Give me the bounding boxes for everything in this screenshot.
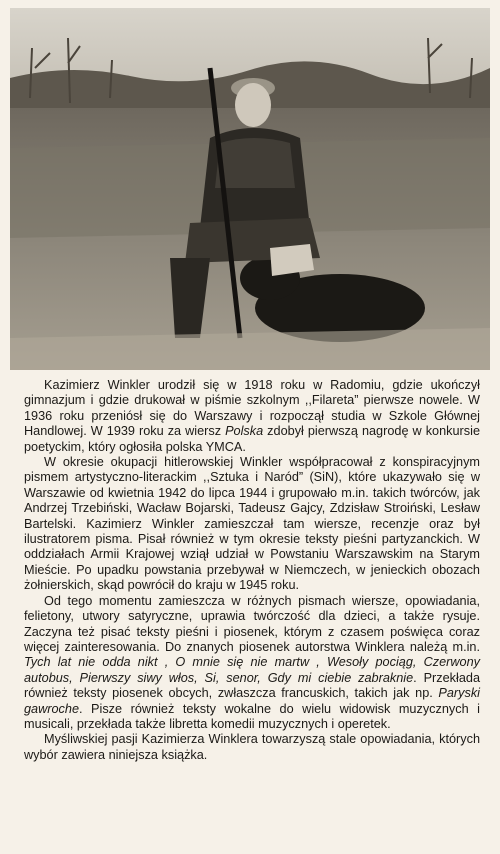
text-run: Kazimierz Winkler urodził się w 1918 roku w Radomiu, gdzie ukończył gimnazjum i gdzie drukował w piśmie szkolnym ,,Filareta” pierwsze nowele. W 1936 roku przeniósł się do Warszawy i rozpoczął studia w Szkole Głównej Handlowej. W 1939 roku za wiersz xyxy=(24,378,480,439)
text-run: zdobył pierwszą nagrodę w konkursie poetyckim, który ogłosiła polska YMCA. xyxy=(24,424,480,454)
italic-title: Tych lat nie odda nikt , O mnie się nie martw , Wesoły pociąg, Czerwony autobus, Pierwszy siwy włos, Si, senor, Gdy mi ciebie zabraknie xyxy=(24,655,480,685)
text-run: Myśliwskiej pasji Kazimierza Winklera towarzyszą stale opowiadania, których wybór zawiera niniejsza książka. xyxy=(24,732,480,762)
italic-title: Paryski gawroche xyxy=(24,686,480,716)
italic-title: Polska xyxy=(225,424,264,439)
paragraph-1 xyxy=(24,378,480,455)
paragraph-4 xyxy=(24,732,480,763)
photograph-hunter-with-dog xyxy=(10,8,490,370)
text-run: W okresie okupacji hitlerowskiej Winkler współpracował z konspiracyjnym pismem artystyczno-literackim ,,Sztuka i Naród” (SiN), które ukazywało się w Warszawie od kwietnia 1942 do lipca 1944 i grupowało m.in. takich twórców, jak Andrzej Trzebiński, Wacław Bojarski, Tadeusz Gajcy, Zdzisław Stroiński, Lesław Bartelski. Kazimierz Winkler zamieszczał tam wiersze, recenzje oraz był ilustratorem pisma. Pisał również w tym okresie teksty pieśni partyzanckich. W oddziałach Armii Krajowej wziął udział w Powstaniu Warszawskim na Starym Mieście. Po upadku powstania przebywał w Niemczech, w jenieckich obozach żołnierskich, skąd powrócił do kraju w 1945 roku. xyxy=(24,455,480,593)
text-run: Od tego momentu zamieszcza w różnych pismach wiersze, opowiadania, felietony, utwory satyryczne, uprawia twórczość dla dzieci, a także rysuje. Zaczyna też pisać teksty pieśni i piosenek, którym z czasem poświęca coraz więcej zainteresowania. Do znanych piosenek autorstwa Winklera należą m.in. xyxy=(24,593,480,654)
text-run: . Pisze również teksty wokalne do wielu widowisk muzycznych i musicali, przekłada także libretta komedii muzycznych i operetek. xyxy=(24,701,480,731)
paragraph-2 xyxy=(24,455,480,594)
biography-text xyxy=(24,378,480,763)
paragraph-3 xyxy=(24,594,480,733)
text-run: . Przekłada również teksty piosenek obcych, zwłaszcza francuskich, takich jak np. xyxy=(24,670,481,701)
photo-illustration xyxy=(10,8,490,370)
